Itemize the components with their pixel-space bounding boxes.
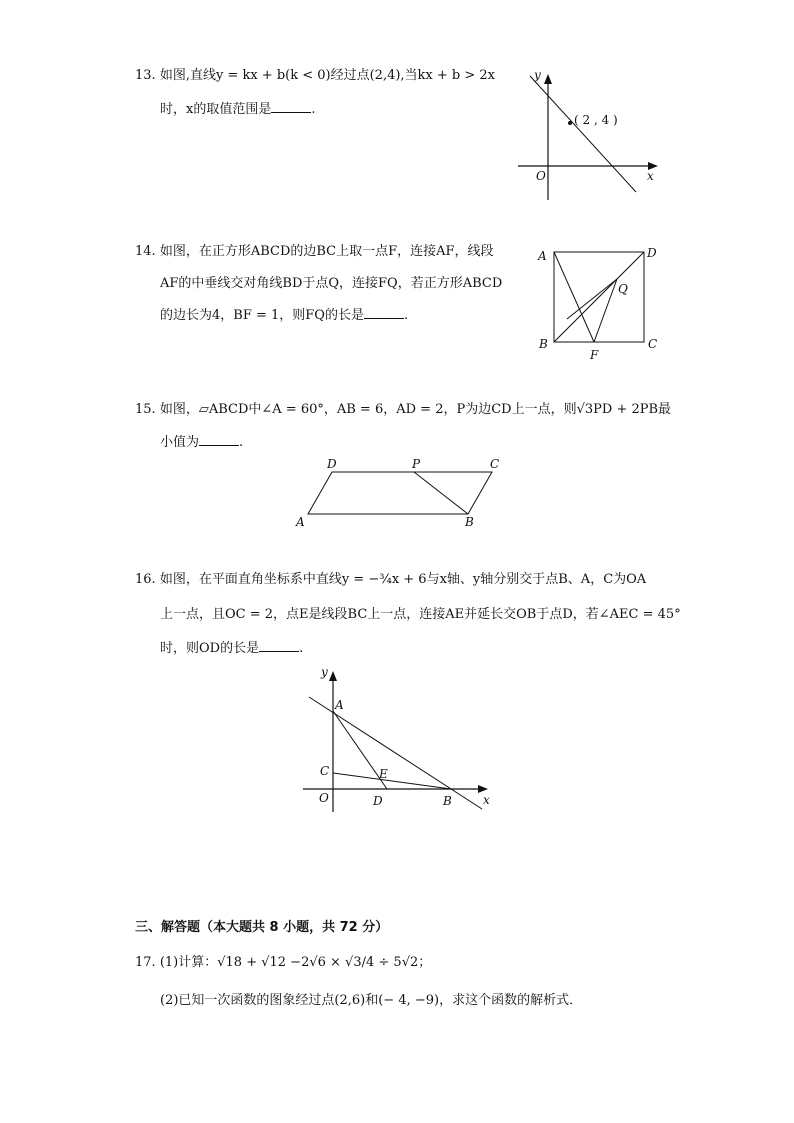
- q15-label-a: A: [296, 515, 305, 529]
- q14-text-3: 的边长为4，BF = 1，则FQ的长是: [160, 308, 364, 323]
- q14-label-q: Q: [618, 282, 628, 296]
- q13-line1: [135, 67, 495, 85]
- q13-point-label: ( 2 , 4 ): [574, 113, 618, 127]
- q14-number: 14.: [135, 244, 156, 259]
- q14-line1: [135, 243, 494, 261]
- q15-answer-blank[interactable]: [199, 433, 239, 446]
- q14-text-1: 如图，在正方形ABCD的边BC上取一点F，连接AF，线段: [159, 244, 494, 259]
- q16-label-e: E: [379, 767, 388, 781]
- q14-label-b: B: [539, 337, 548, 351]
- q15-line1: [135, 401, 671, 419]
- q14-line3: [160, 306, 408, 325]
- q14-label-c: C: [648, 337, 658, 351]
- q14-label-f: F: [590, 348, 599, 362]
- q16-y-arrow: [329, 671, 337, 681]
- q13-end: .: [311, 102, 316, 117]
- q15-label-d: D: [327, 457, 337, 471]
- q14-line2: [160, 275, 502, 293]
- q16-end: .: [299, 641, 304, 656]
- q15-end: .: [239, 435, 244, 450]
- q17-line2: [160, 992, 582, 1010]
- q16-figure: [295, 662, 500, 817]
- q13-text-2: 时，x的取值范围是: [160, 102, 272, 117]
- q16-label-o: O: [319, 791, 329, 805]
- q15-label-p: P: [412, 457, 421, 471]
- section-3-title: 三、解答题（本大题共 8 小题，共 72 分）: [135, 920, 389, 935]
- q16-label-c: C: [320, 764, 330, 778]
- q15-figure: [290, 452, 510, 534]
- q15-label-b: B: [465, 515, 474, 529]
- q14-figure: [530, 240, 665, 365]
- q16-label-d: D: [373, 794, 383, 808]
- q16-segment-cb: [333, 773, 451, 789]
- q15-parallelogram: [308, 472, 492, 514]
- q15-segment-pb: [414, 472, 468, 514]
- q14-label-a: A: [538, 249, 547, 263]
- q17-part1: (1)计算：√18 + √12 −2√6 × √3/4 ÷ 5√2；: [159, 955, 432, 970]
- q16-label-a: A: [335, 698, 344, 712]
- q13-y-label: y: [534, 68, 541, 82]
- q16-text-2: 上一点，且OC = 2，点E是线段BC上一点，连接AE并延长交OB于点D，若∠AEC = 45°: [160, 607, 681, 622]
- q15-text-2: 小值为: [160, 435, 200, 450]
- q13-text-1: 如图,直线y = kx + b(k < 0)经过点(2,4),当kx + b > 2x: [159, 68, 495, 83]
- q15-text-1: 如图，▱ABCD中∠A = 60°，AB = 6，AD = 2，P为边CD上一点，则√3PD + 2PB最: [159, 402, 672, 417]
- q13-figure: [510, 62, 670, 207]
- q16-x-arrow: [478, 785, 488, 793]
- q17-line1: [135, 954, 431, 972]
- q14-answer-blank[interactable]: [364, 306, 404, 319]
- q15-label-c: C: [490, 457, 500, 471]
- q15-line2: [160, 433, 243, 452]
- q16-line2: [160, 606, 681, 624]
- q13-line2: [160, 100, 315, 119]
- q13-line: [530, 76, 636, 192]
- q14-text-2: AF的中垂线交对角线BD于点Q，连接FQ，若正方形ABCD: [160, 276, 503, 291]
- q16-label-b: B: [443, 794, 452, 808]
- q17-part2: (2)已知一次函数的图象经过点(2,6)和(− 4, −9)，求这个函数的解析式．: [160, 993, 583, 1008]
- q16-text-3: 时，则OD的长是: [160, 641, 260, 656]
- q17-number: 17.: [135, 955, 156, 970]
- q13-y-arrow: [544, 74, 552, 84]
- q14-end: .: [403, 308, 409, 323]
- q13-x-label: x: [647, 169, 654, 183]
- q15-number: 15.: [135, 402, 156, 417]
- q13-point: [568, 121, 572, 125]
- q13-number: 13.: [135, 68, 156, 83]
- q13-origin-label: O: [536, 169, 546, 183]
- q16-number: 16.: [135, 572, 156, 587]
- q16-label-y: y: [321, 665, 328, 679]
- q16-label-x: x: [483, 793, 490, 807]
- q16-answer-blank[interactable]: [259, 639, 299, 652]
- q16-text-1: 如图，在平面直角坐标系中直线y = −¾x + 6与x轴、y轴分别交于点B、A，C为OA: [159, 572, 647, 587]
- q14-label-d: D: [647, 246, 657, 260]
- q16-line3: [160, 639, 303, 658]
- q13-answer-blank[interactable]: [271, 100, 311, 113]
- q16-line1: [135, 571, 646, 589]
- q14-segment-af: [554, 252, 594, 342]
